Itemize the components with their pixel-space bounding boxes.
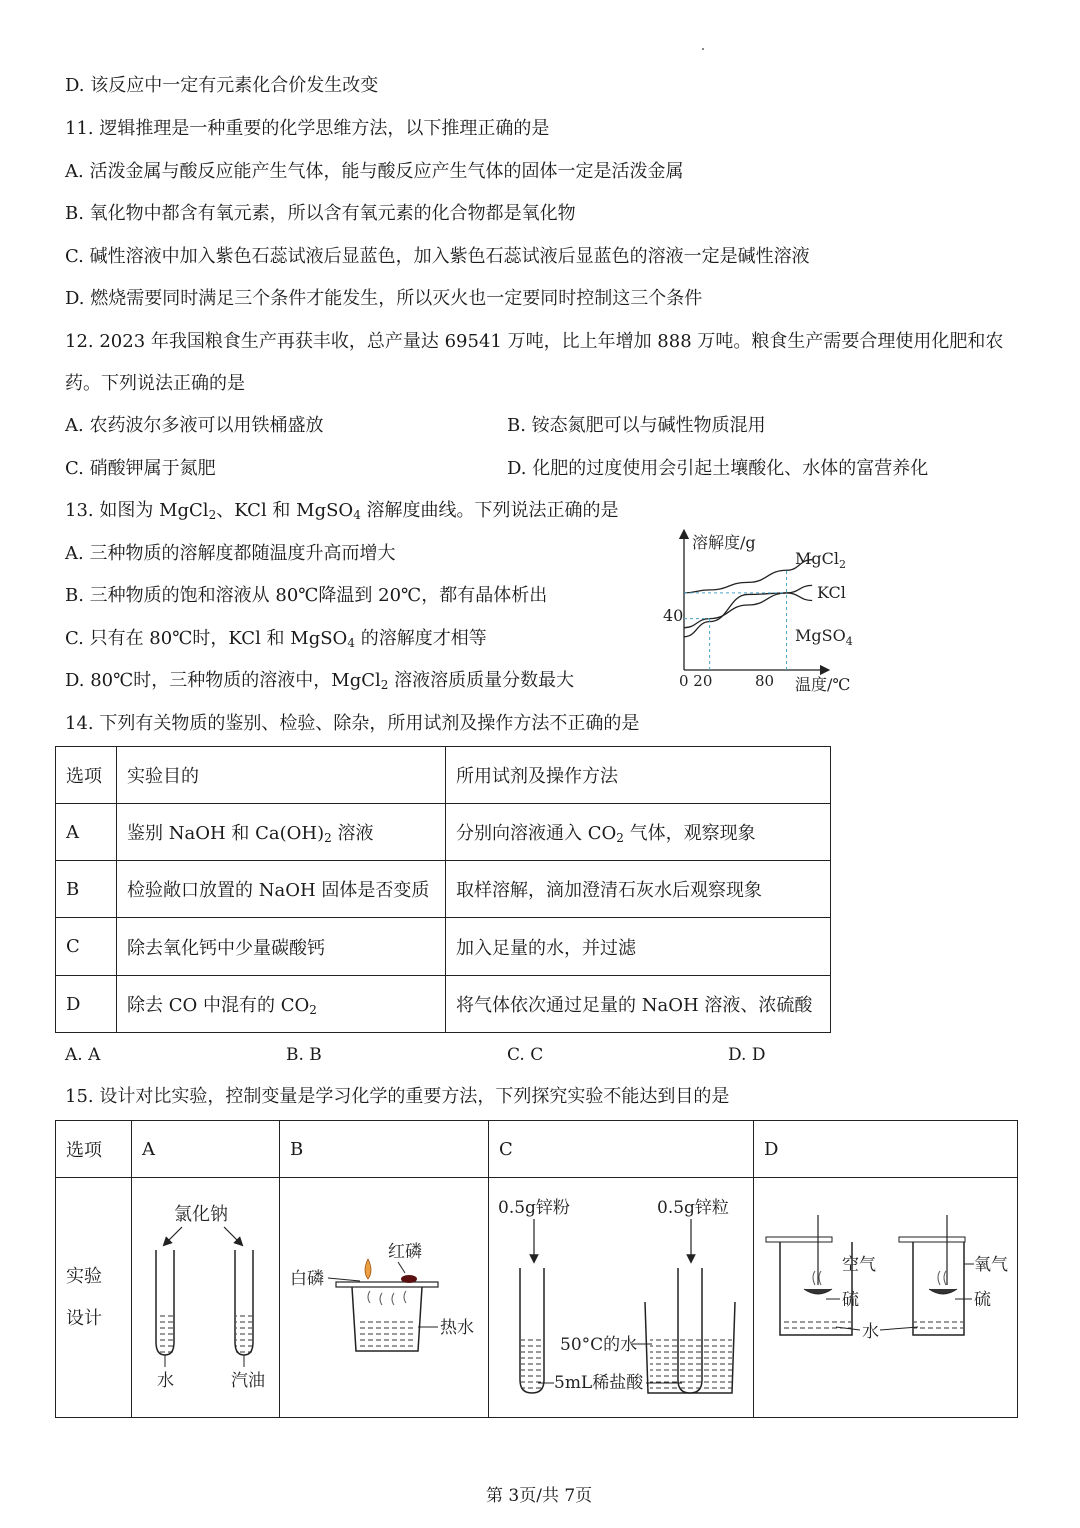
d-label-oxygen: 氧气 <box>974 1255 1008 1275</box>
copper-plate <box>336 1282 438 1287</box>
y-tick-40: 40 <box>663 606 684 625</box>
q14-answer-b: B. B <box>286 1045 322 1065</box>
header-goal: 实验目的 <box>117 747 446 804</box>
a-label-gasoline: 汽油 <box>231 1371 265 1391</box>
page-footer: 第 3页/共 7页 <box>486 1486 593 1506</box>
series-group <box>684 560 812 670</box>
b-label-white-p: 白磷 <box>290 1269 324 1289</box>
table-row <box>56 804 831 861</box>
header-c: C <box>489 1121 754 1178</box>
row-method: 取样溶解，滴加澄清石灰水后观察现象 <box>446 861 831 918</box>
x-axis-label: 温度/℃ <box>795 675 851 694</box>
d-label-air: 空气 <box>842 1255 876 1275</box>
q14-answer-c: C. C <box>507 1045 544 1065</box>
q11-option-c: C. 碱性溶液中加入紫色石蕊试液后显蓝色，加入紫色石蕊试液后显蓝色的溶液一定是碱性溶液 <box>65 246 810 267</box>
q12-option-a: A. 农药波尔多液可以用铁桶盛放 <box>65 415 324 436</box>
row-option: C <box>56 918 117 976</box>
d-label-water: 水 <box>862 1322 879 1342</box>
c-label-acid: 5mL稀盐酸 <box>554 1373 644 1393</box>
row-label: 实验 设计 <box>56 1178 132 1418</box>
header-option: 选项 <box>56 1121 132 1178</box>
row-method: 分别向溶液通入 $CO_2$ 气体，观察现象 <box>446 804 831 861</box>
q14-answer-d: D. D <box>728 1045 766 1065</box>
d-label-s2: 硫 <box>974 1290 991 1310</box>
b-label-red-p: 红磷 <box>388 1242 422 1262</box>
row-method: 加入足量的水，并过滤 <box>446 918 831 976</box>
white-phosphorus-flame <box>365 1259 371 1279</box>
a-label-nacl: 氯化钠 <box>174 1204 228 1225</box>
header-option: 选项 <box>56 747 117 804</box>
row-goal: 除去 CO 中混有的 $CO_2$ <box>117 976 446 1033</box>
q10-option-d: D. 该反应中一定有元素化合价发生改变 <box>65 75 379 96</box>
table-row <box>56 976 831 1033</box>
q14-stem: 14. 下列有关物质的鉴别、检验、除杂，所用试剂及操作方法不正确的是 <box>65 713 640 734</box>
label-mgcl2: MgCl$_2$ <box>795 549 846 571</box>
solubility-chart <box>655 528 875 698</box>
table-header-row <box>56 747 831 804</box>
curve-kcl <box>684 585 812 627</box>
q11-option-b: B. 氧化物中都含有氧元素，所以含有氧元素的化合物都是氧化物 <box>65 203 576 224</box>
diagram-c <box>498 1198 735 1393</box>
q13-stem: 13. 如图为 MgCl$_2$、KCl 和 MgSO$_4$ 溶解度曲线。下列说法正确的是 <box>65 500 619 522</box>
row-goal: 鉴别 NaOH 和 $Ca(OH)_2$ 溶液 <box>117 804 446 861</box>
q15-stem: 15. 设计对比实验，控制变量是学习化学的重要方法，下列探究实验不能达到目的是 <box>65 1086 730 1107</box>
row-goal: 除去氧化钙中少量碳酸钙 <box>117 918 446 976</box>
q11-option-d: D. 燃烧需要同时满足三个条件才能发生，所以灭火也一定要同时控制这三个条件 <box>65 288 703 309</box>
q15-diagrams <box>0 1175 1080 1425</box>
c-label-water: 50°C的水 <box>560 1335 638 1355</box>
q14-table <box>55 746 831 1033</box>
q12-stem-line1: 12. 2023 年我国粮食生产再获丰收，总产量达 69541 万吨，比上年增加 888 万吨。粮食生产需要合理使用化肥和农 <box>65 331 1004 352</box>
q13-option-d: D. 80℃时，三种物质的溶液中，MgCl$_2$ 溶液溶质质量分数最大 <box>65 670 575 692</box>
row-option: D <box>56 976 117 1033</box>
a-label-water: 水 <box>157 1371 174 1391</box>
row-option: B <box>56 861 117 918</box>
table-header-row <box>56 1121 1018 1178</box>
table-row <box>56 918 831 976</box>
label-kcl: KCl <box>817 583 846 602</box>
header-d: D <box>754 1121 1018 1178</box>
q13-option-b: B. 三种物质的饱和溶液从 80℃降温到 20℃，都有晶体析出 <box>65 585 548 606</box>
row-option: A <box>56 804 117 861</box>
header-method: 所用试剂及操作方法 <box>446 747 831 804</box>
speck <box>702 48 704 50</box>
c-label-zinc-powder: 0.5g锌粉 <box>498 1198 570 1218</box>
curve-mgcl2 <box>684 560 812 593</box>
q12-option-c: C. 硝酸钾属于氮肥 <box>65 458 216 479</box>
label-mgso4: MgSO$_4$ <box>795 626 853 648</box>
q11-option-a: A. 活泼金属与酸反应能产生气体，能与酸反应产生气体的固体一定是活泼金属 <box>65 161 684 182</box>
c-label-zinc-granule: 0.5g锌粒 <box>657 1198 729 1218</box>
q12-option-b: B. 铵态氮肥可以与碱性物质混用 <box>507 415 766 436</box>
q11-stem: 11. 逻辑推理是一种重要的化学思维方法，以下推理正确的是 <box>65 118 550 139</box>
q14-answer-a: A. A <box>65 1045 101 1065</box>
d-label-s1: 硫 <box>842 1290 859 1310</box>
x-tick-80: 80 <box>755 672 775 690</box>
header-b: B <box>280 1121 489 1178</box>
x-tick-0-20: 0 20 <box>679 672 713 690</box>
q13-option-a: A. 三种物质的溶解度都随温度升高而增大 <box>65 543 396 564</box>
red-phosphorus <box>401 1275 417 1283</box>
diagram-a <box>156 1204 265 1391</box>
diagram-d <box>766 1215 1008 1342</box>
header-a: A <box>132 1121 280 1178</box>
q13-option-c: C. 只有在 80℃时，KCl 和 MgSO$_4$ 的溶解度才相等 <box>65 628 487 650</box>
q12-stem-line2: 药。下列说法正确的是 <box>65 373 245 394</box>
curve-mgso4 <box>684 593 812 637</box>
row-goal: 检验敞口放置的 NaOH 固体是否变质 <box>117 861 446 918</box>
diagram-b <box>290 1242 474 1351</box>
b-label-hot-water: 热水 <box>440 1318 474 1338</box>
row-method: 将气体依次通过足量的 NaOH 溶液、浓硫酸 <box>446 976 831 1033</box>
y-axis-label: 溶解度/g <box>692 533 756 552</box>
q12-option-d: D. 化肥的过度使用会引起土壤酸化、水体的富营养化 <box>507 458 929 479</box>
table-row <box>56 861 831 918</box>
